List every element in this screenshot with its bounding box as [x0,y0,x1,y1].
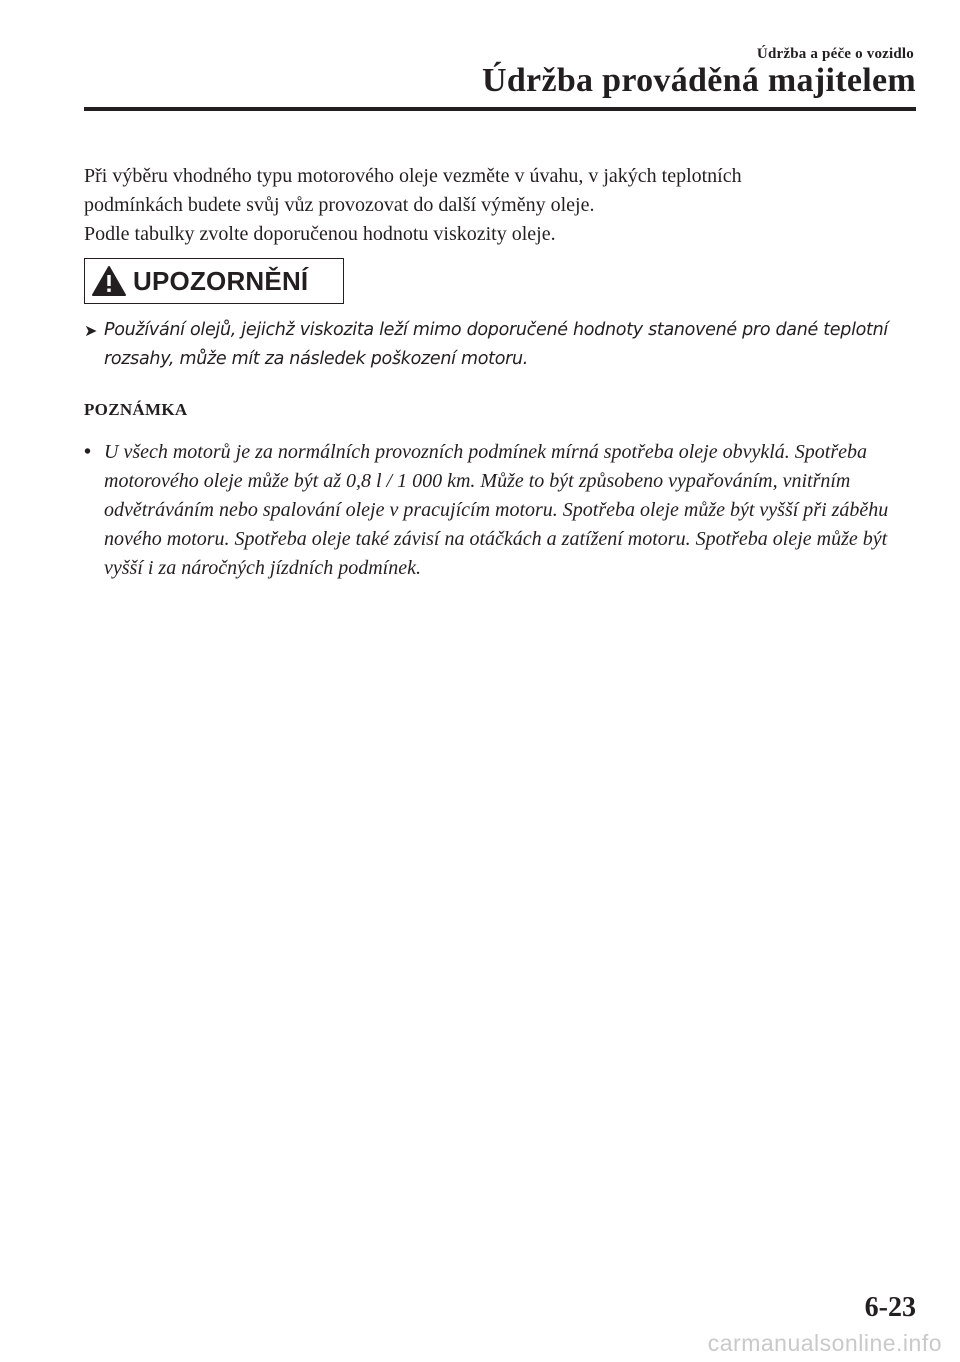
intro-paragraph [84,162,884,249]
note-text: U všech motorů je za normálních provozních podmínek mírná spotřeba oleje obvyklá. Spotřeba motorového oleje může být až 0,8 l / 1 000 km. Může to být způsobeno vypařováním, vnitřním odvětráváním nebo spalování oleje v pracujícím motoru. Spotřeba oleje může být vyšší při záběhu nového motoru. Spotřeba oleje také závisí na otáčkách a zatížení motoru. Spotřeba oleje může být vyšší i za náročných jízdních podmínek. [104,441,889,579]
intro-line: Při výběru vhodného typu motorového oleje vezměte v úvahu, v jakých teplotních [84,165,742,187]
header-rule [84,107,916,111]
warning-item [84,316,904,374]
bullet-icon: • [84,441,92,463]
note-heading: POZNÁMKA [84,400,188,419]
intro-line: Podle tabulky zvolte doporučenou hodnotu viskozity oleje. [84,223,556,245]
intro-line: podmínkách budete svůj vůz provozovat do další výměny oleje. [84,194,595,216]
watermark: carmanualsonline.info [707,1330,942,1356]
warning-box [84,258,344,304]
section-label: Údržba a péče o vozidlo [756,46,914,62]
warning-triangle-icon [91,265,127,297]
note-item [84,438,924,583]
chapter-title: Údržba prováděná majitelem [481,62,916,99]
page-number: 6-23 [864,1292,916,1323]
warning-text: Používání olejů, jejichž viskozita leží mimo doporučené hodnoty stanovené pro dané teplotní rozsahy, může mít za následek poškození motoru. [104,320,888,369]
arrow-marker-icon: ➤ [84,321,98,340]
warning-label: UPOZORNĚNÍ [133,265,309,296]
